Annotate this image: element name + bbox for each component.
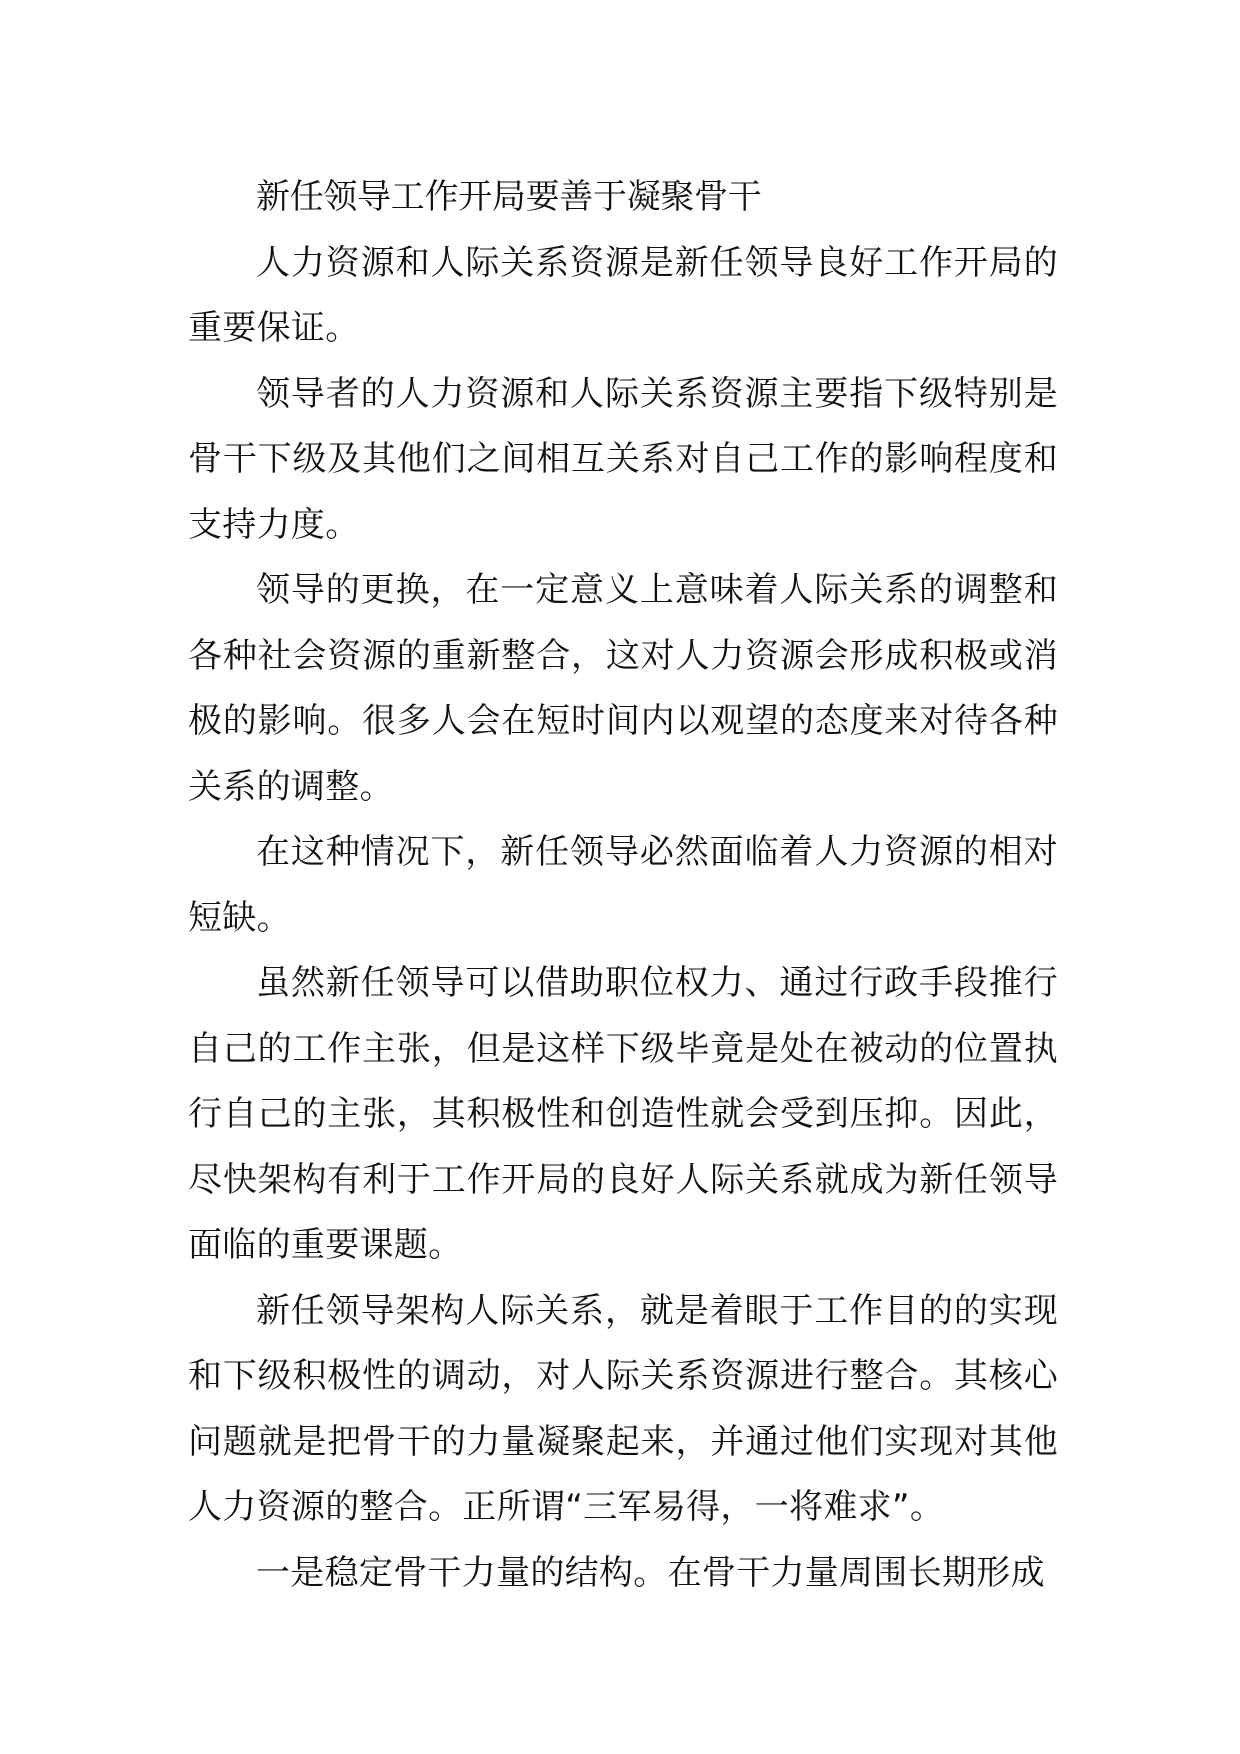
paragraph: 一是稳定骨干力量的结构。在骨干力量周围长期形成 bbox=[256, 1552, 1045, 1593]
document-body bbox=[188, 165, 1058, 1606]
paragraph: 在这种情况下，新任领导必然面临着人力资源的相对短缺。 bbox=[188, 832, 1058, 938]
paragraph: 领导的更换，在一定意义上意味着人际关系的调整和各种社会资源的重新整合，这对人力资源会形成积极或消极的影响。很多人会在短时间内以观望的态度来对待各种关系的调整。 bbox=[188, 570, 1058, 807]
paragraph: 领导者的人力资源和人际关系资源主要指下级特别是骨干下级及其他们之间相互关系对自己工作的影响程度和支持力度。 bbox=[188, 373, 1058, 545]
paragraph: 新任领导架构人际关系，就是着眼于工作目的的实现和下级积极性的调动，对人际关系资源进行整合。其核心问题就是把骨干的力量凝聚起来，并通过他们实现对其他人力资源的整合。正所谓“三军易得，一将难求”。 bbox=[188, 1290, 1058, 1527]
paragraph: 人力资源和人际关系资源是新任领导良好工作开局的重要保证。 bbox=[188, 242, 1058, 348]
paragraph: 虽然新任领导可以借助职位权力、通过行政手段推行自己的工作主张，但是这样下级毕竟是处在被动的位置执行自己的主张，其积极性和创造性就会受到压抑。因此，尽快架构有利于工作开局的良好人际关系就成为新任领导面临的重要课题。 bbox=[188, 963, 1058, 1265]
document-title: 新任领导工作开局要善于凝聚骨干 bbox=[256, 177, 762, 217]
